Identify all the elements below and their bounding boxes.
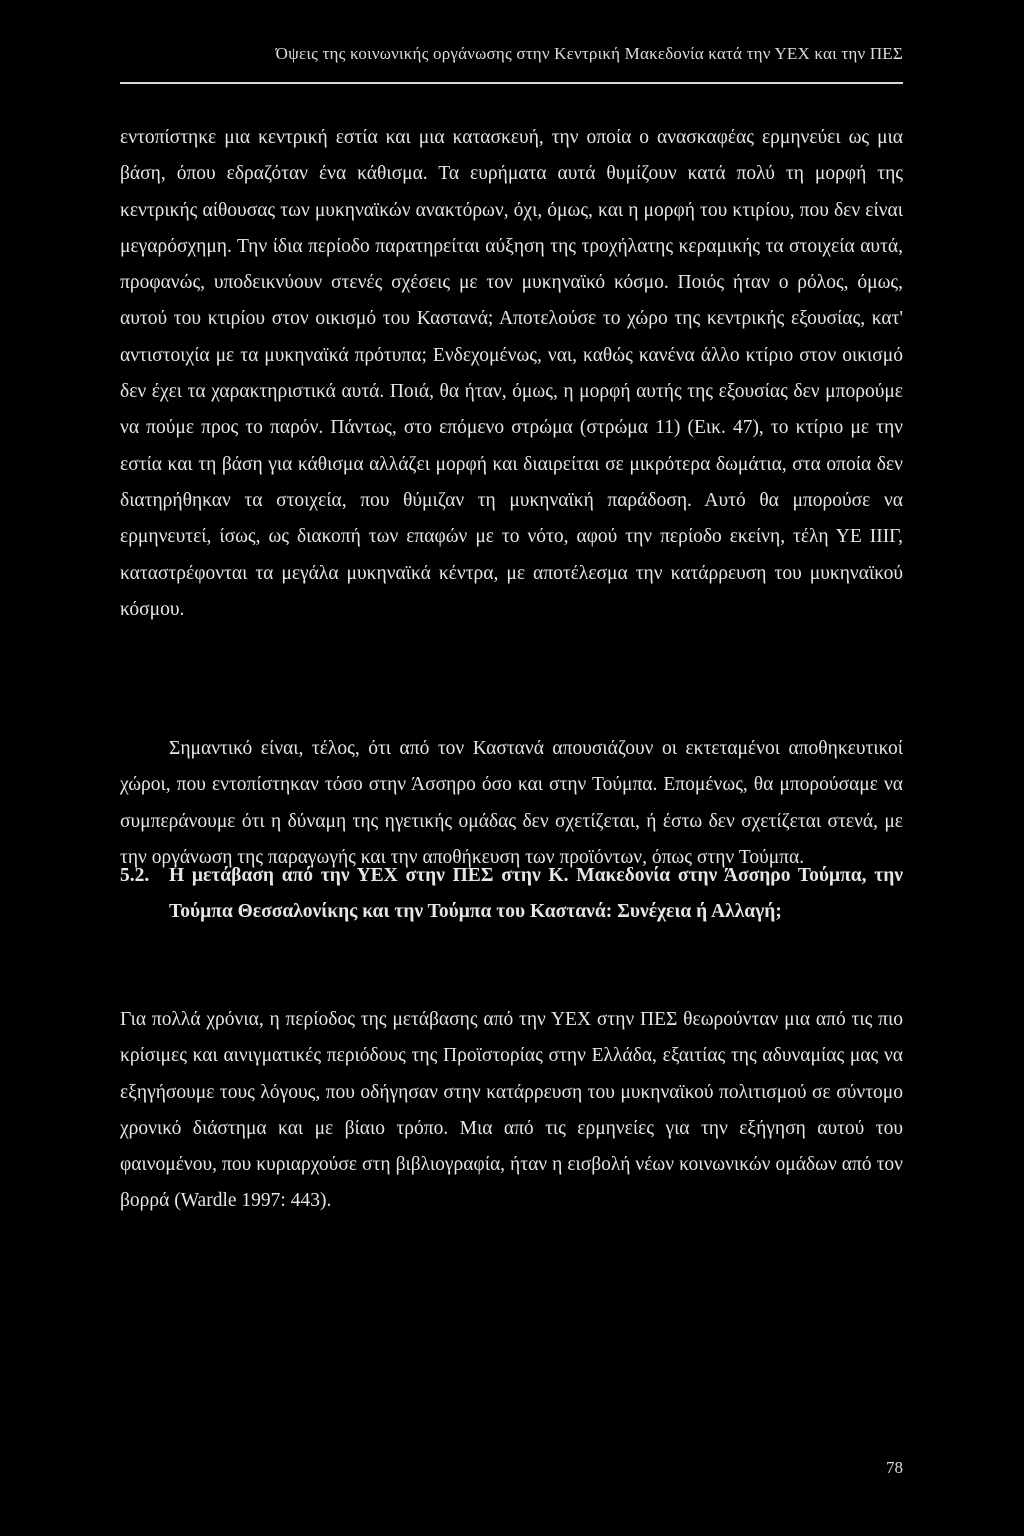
body-paragraph-3: Για πολλά χρόνια, η περίοδος της μετάβασης από την ΥΕΧ στην ΠΕΣ θεωρούνταν μια από τις πιο κρίσιμες και αινιγματικές περιόδους της Προϊστορίας στην Ελλάδα, εξαιτίας της αδυναμίας μας να εξηγήσουμε τους λόγους, που οδήγησαν στην κατάρρευση του μυκηναϊκού πολιτισμού σε σύντομο χρονικό διάστημα και με βίαιο τρόπο. Μια από τις ερμηνείες για την εξήγηση αυτού του φαινομένου, που κυριαρχούσε στη βιβλιογραφία, ήταν η εισβολή νέων κοινωνικών ομάδων από τον βορρά (Wardle 1997: 443). — [120, 1009, 903, 1212]
section-title: Η μετάβαση από την ΥΕΧ στην ΠΕΣ στην Κ. Μακεδονία στην Άσσηρο Τούμπα, την Τούμπα Θεσσαλονίκης και την Τούμπα του Καστανά: Συνέχεια ή Αλλαγή; — [169, 865, 903, 923]
running-header: Όψεις της κοινωνικής οργάνωσης στην Κεντρική Μακεδονία κατά την ΥΕΧ και την ΠΕΣ — [275, 44, 903, 63]
body-paragraph-2: Σημαντικό είναι, τέλος, ότι από τον Καστανά απουσιάζουν οι εκτεταμένοι αποθηκευτικοί χώροι, που εντοπίστηκαν τόσο στην Άσσηρο όσο και στην Τούμπα. Επομένως, θα μπορούσαμε να συμπεράνουμε ότι η δύναμη της ηγετικής ομάδας δεν σχετίζεται, ή έστω δεν σχετίζεται στενά, με την οργάνωση της παραγωγής και την αποθήκευση των προϊόντων, όπως στην Τούμπα. — [120, 738, 903, 868]
section-heading — [120, 858, 903, 931]
section-number: 5.2. — [120, 865, 150, 886]
page-number: 78 — [886, 1458, 903, 1477]
header-divider — [120, 82, 903, 84]
body-paragraph-1: εντοπίστηκε μια κεντρική εστία και μια κατασκευή, την οποία ο ανασκαφέας ερμηνεύει ως μια βάση, όπου εδραζόταν ένα κάθισμα. Τα ευρήματα αυτά θυμίζουν κατά πολύ τη μορφή της κεντρικής αίθουσας των μυκηναϊκών ανακτόρων, όχι, όμως, και η μορφή του κτιρίου, που δεν είναι μεγαρόσχημη. Την ίδια περίοδο παρατηρείται αύξηση της τροχήλατης κεραμικής τα στοιχεία αυτά, προφανώς, υποδεικνύουν στενές σχέσεις με τον μυκηναϊκό κόσμο. Ποιός ήταν ο ρόλος, όμως, αυτού του κτιρίου στον οικισμό του Καστανά; Αποτελούσε το χώρο της κεντρικής εξουσίας, κατ' αντιστοιχία με τα μυκηναϊκά πρότυπα; Ενδεχομένως, ναι, καθώς κανένα άλλο κτίριο στον οικισμό δεν έχει τα χαρακτηριστικά αυτά. Ποιά, θα ήταν, όμως, η μορφή αυτής της εξουσίας δεν μπορούμε να πούμε προς το παρόν. Πάντως, στο επόμενο στρώμα (στρώμα 11) (Εικ. 47), το κτίριο με την εστία και τη βάση για κάθισμα αλλάζει μορφή και διαιρείται σε μικρότερα δωμάτια, στα οποία δεν διατηρήθηκαν τα στοιχεία, που θύμιζαν τη μυκηναϊκή παράδοση. Αυτό θα μπορούσε να ερμηνευτεί, ίσως, ως διακοπή των επαφών με το νότο, αφού την περίοδο εκείνη, τέλη ΥΕ ΙΙΙΓ, καταστρέφονται τα μεγάλα μυκηναϊκά κέντρα, με αποτέλεσμα την κατάρρευση του μυκηναϊκού κόσμου. — [120, 127, 903, 620]
